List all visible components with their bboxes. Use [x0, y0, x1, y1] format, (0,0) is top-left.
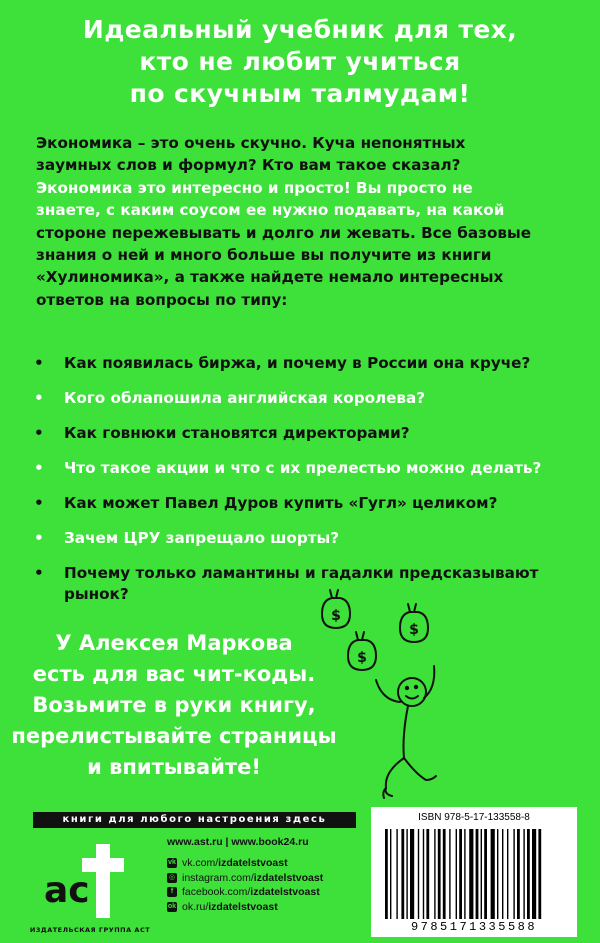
dollar-sign: $	[331, 608, 341, 624]
intro-line	[36, 177, 576, 199]
headline-line: кто не любит учиться	[139, 47, 461, 76]
barcode-bar	[527, 829, 530, 919]
facebook-icon: f	[167, 887, 177, 897]
social-domain: instagram.com/	[182, 871, 254, 884]
question-text: Как может Павел Дуров купить «Гугл» целиком?	[64, 494, 498, 512]
website-links[interactable]: www.ast.ru | www.book24.ru	[167, 836, 309, 848]
intro-text-light: Экономика это интересно и просто! Вы просто не	[36, 178, 473, 197]
barcode-bar	[502, 829, 503, 919]
bullet-icon: •	[34, 389, 44, 407]
bullet-icon: •	[34, 354, 44, 372]
intro-line	[36, 289, 576, 311]
headline	[10, 14, 590, 110]
barcode-bar	[410, 829, 414, 919]
question-text: Кого облапошила английская королева?	[64, 389, 426, 407]
intro-line	[36, 266, 576, 288]
dollar-sign: $	[409, 622, 419, 638]
social-handle: izdatelstvoast	[250, 886, 320, 899]
intro-text-dark: Экономика – это очень скучно. Куча непонятных	[36, 134, 466, 152]
intro-line	[36, 132, 576, 154]
social-domain: vk.com/	[182, 857, 219, 870]
publisher-links	[167, 836, 323, 914]
social-link[interactable]	[167, 871, 323, 886]
odnoklassniki-icon: ok	[167, 902, 177, 910]
barcode-bar	[481, 829, 482, 919]
barcode-bar	[423, 829, 424, 919]
intro-text-dark: ответов на вопросы по типу:	[36, 290, 288, 309]
barcode-bar	[517, 829, 520, 919]
logo-text: ac	[44, 870, 90, 911]
barcode-bar	[385, 829, 388, 919]
social-link[interactable]	[167, 900, 323, 915]
social-link[interactable]	[167, 885, 323, 900]
question-text: Зачем ЦРУ запрещало шорты?	[64, 529, 340, 547]
pitch-line: и впитывайте!	[87, 755, 261, 779]
isbn-number: 9785171335588	[410, 920, 538, 934]
intro-text-dark: заумных слов и формул? Кто вам такое сказал?	[36, 156, 461, 175]
pitch-line: перелистывайте страницы	[11, 724, 337, 748]
barcode-bar	[438, 829, 441, 919]
stickman-with-money-bags-icon	[300, 580, 470, 810]
barcode-icon	[381, 829, 567, 919]
question-text: Как говнюки становятся директорами?	[64, 424, 410, 442]
bullet-icon: •	[34, 459, 44, 477]
barcode-bar	[532, 829, 536, 919]
intro-text-light: знаете, с каким соусом ее нужно подавать, на какой	[36, 201, 505, 220]
barcode-bar	[484, 829, 487, 919]
pitch-line: есть для вас чит-коды.	[32, 662, 316, 686]
barcode-bar	[476, 829, 479, 919]
barcode-bar	[459, 829, 462, 919]
barcode-bar	[513, 829, 514, 919]
tagline: книги для любого настроения здесь	[33, 812, 356, 828]
instagram-icon: ◎	[168, 873, 176, 881]
question-text: Как появилась биржа, и почему в России она круче?	[64, 354, 531, 372]
intro-line	[36, 199, 576, 221]
intro-text-dark: знания о ней и много больше вы получите из книги	[36, 246, 492, 265]
question-text: Почему только ламантины и гадалки предсказывают рынок?	[64, 564, 539, 603]
barcode-bar	[538, 829, 541, 919]
bullet-icon: •	[34, 529, 44, 547]
barcode-bar	[507, 829, 508, 919]
question-item	[20, 423, 580, 444]
isbn-label: ISBN 978-5-17-133558-8	[418, 812, 530, 823]
barcode-bar	[390, 829, 391, 919]
barcode-bar	[443, 829, 446, 919]
barcode-bar	[418, 829, 419, 919]
question-item	[20, 388, 580, 409]
question-item	[20, 528, 580, 549]
barcode-bar	[456, 829, 457, 919]
headline-line: по скучным талмудам!	[129, 79, 471, 108]
vk-icon: vk	[168, 859, 176, 867]
question-item	[20, 458, 580, 479]
intro-line	[36, 154, 576, 176]
barcode-bar	[523, 829, 524, 919]
intro-line	[36, 244, 576, 266]
dollar-sign: $	[357, 650, 367, 666]
pitch-line: Возьмите в руки книгу,	[32, 693, 316, 717]
barcode-bar	[497, 829, 498, 919]
social-domain: facebook.com/	[182, 886, 251, 899]
publisher-name: ИЗДАТЕЛЬСКАЯ ГРУППА АСТ	[29, 926, 151, 934]
author-pitch	[0, 628, 348, 783]
pitch-line: У Алексея Маркова	[55, 631, 293, 655]
intro-line	[36, 222, 576, 244]
barcode-bar	[469, 829, 473, 919]
isbn-block	[371, 807, 577, 937]
bullet-icon: •	[34, 564, 44, 582]
barcode-bar	[406, 829, 407, 919]
social-link[interactable]	[167, 856, 323, 871]
barcode-bar	[449, 829, 450, 919]
barcode-bar	[491, 829, 495, 919]
question-item	[20, 353, 580, 374]
intro-text-dark: «Хулиномика», а также найдете немало интересных	[36, 268, 504, 287]
social-handle: izdatelstvoast	[218, 857, 288, 870]
social-domain: ok.ru/	[182, 900, 209, 913]
ast-logo-icon	[30, 836, 150, 936]
question-item	[20, 493, 580, 514]
barcode-bar	[396, 829, 397, 919]
social-handle: izdatelstvoast	[208, 900, 278, 913]
barcode-bar	[464, 829, 465, 919]
barcode-bar	[434, 829, 435, 919]
bullet-icon: •	[34, 494, 44, 512]
question-text: Что такое акции и что с их прелестью можно делать?	[64, 459, 542, 477]
intro-text-dark: стороне пережевывать и долго ли жевать. Все базовые	[36, 223, 532, 242]
intro-paragraph	[36, 132, 576, 311]
headline-line: Идеальный учебник для тех,	[82, 15, 518, 44]
bullet-icon: •	[34, 424, 44, 442]
social-handle: izdatelstvoast	[253, 871, 324, 884]
barcode-bar	[426, 829, 429, 919]
social-links	[167, 856, 323, 914]
barcode-bar	[401, 829, 404, 919]
